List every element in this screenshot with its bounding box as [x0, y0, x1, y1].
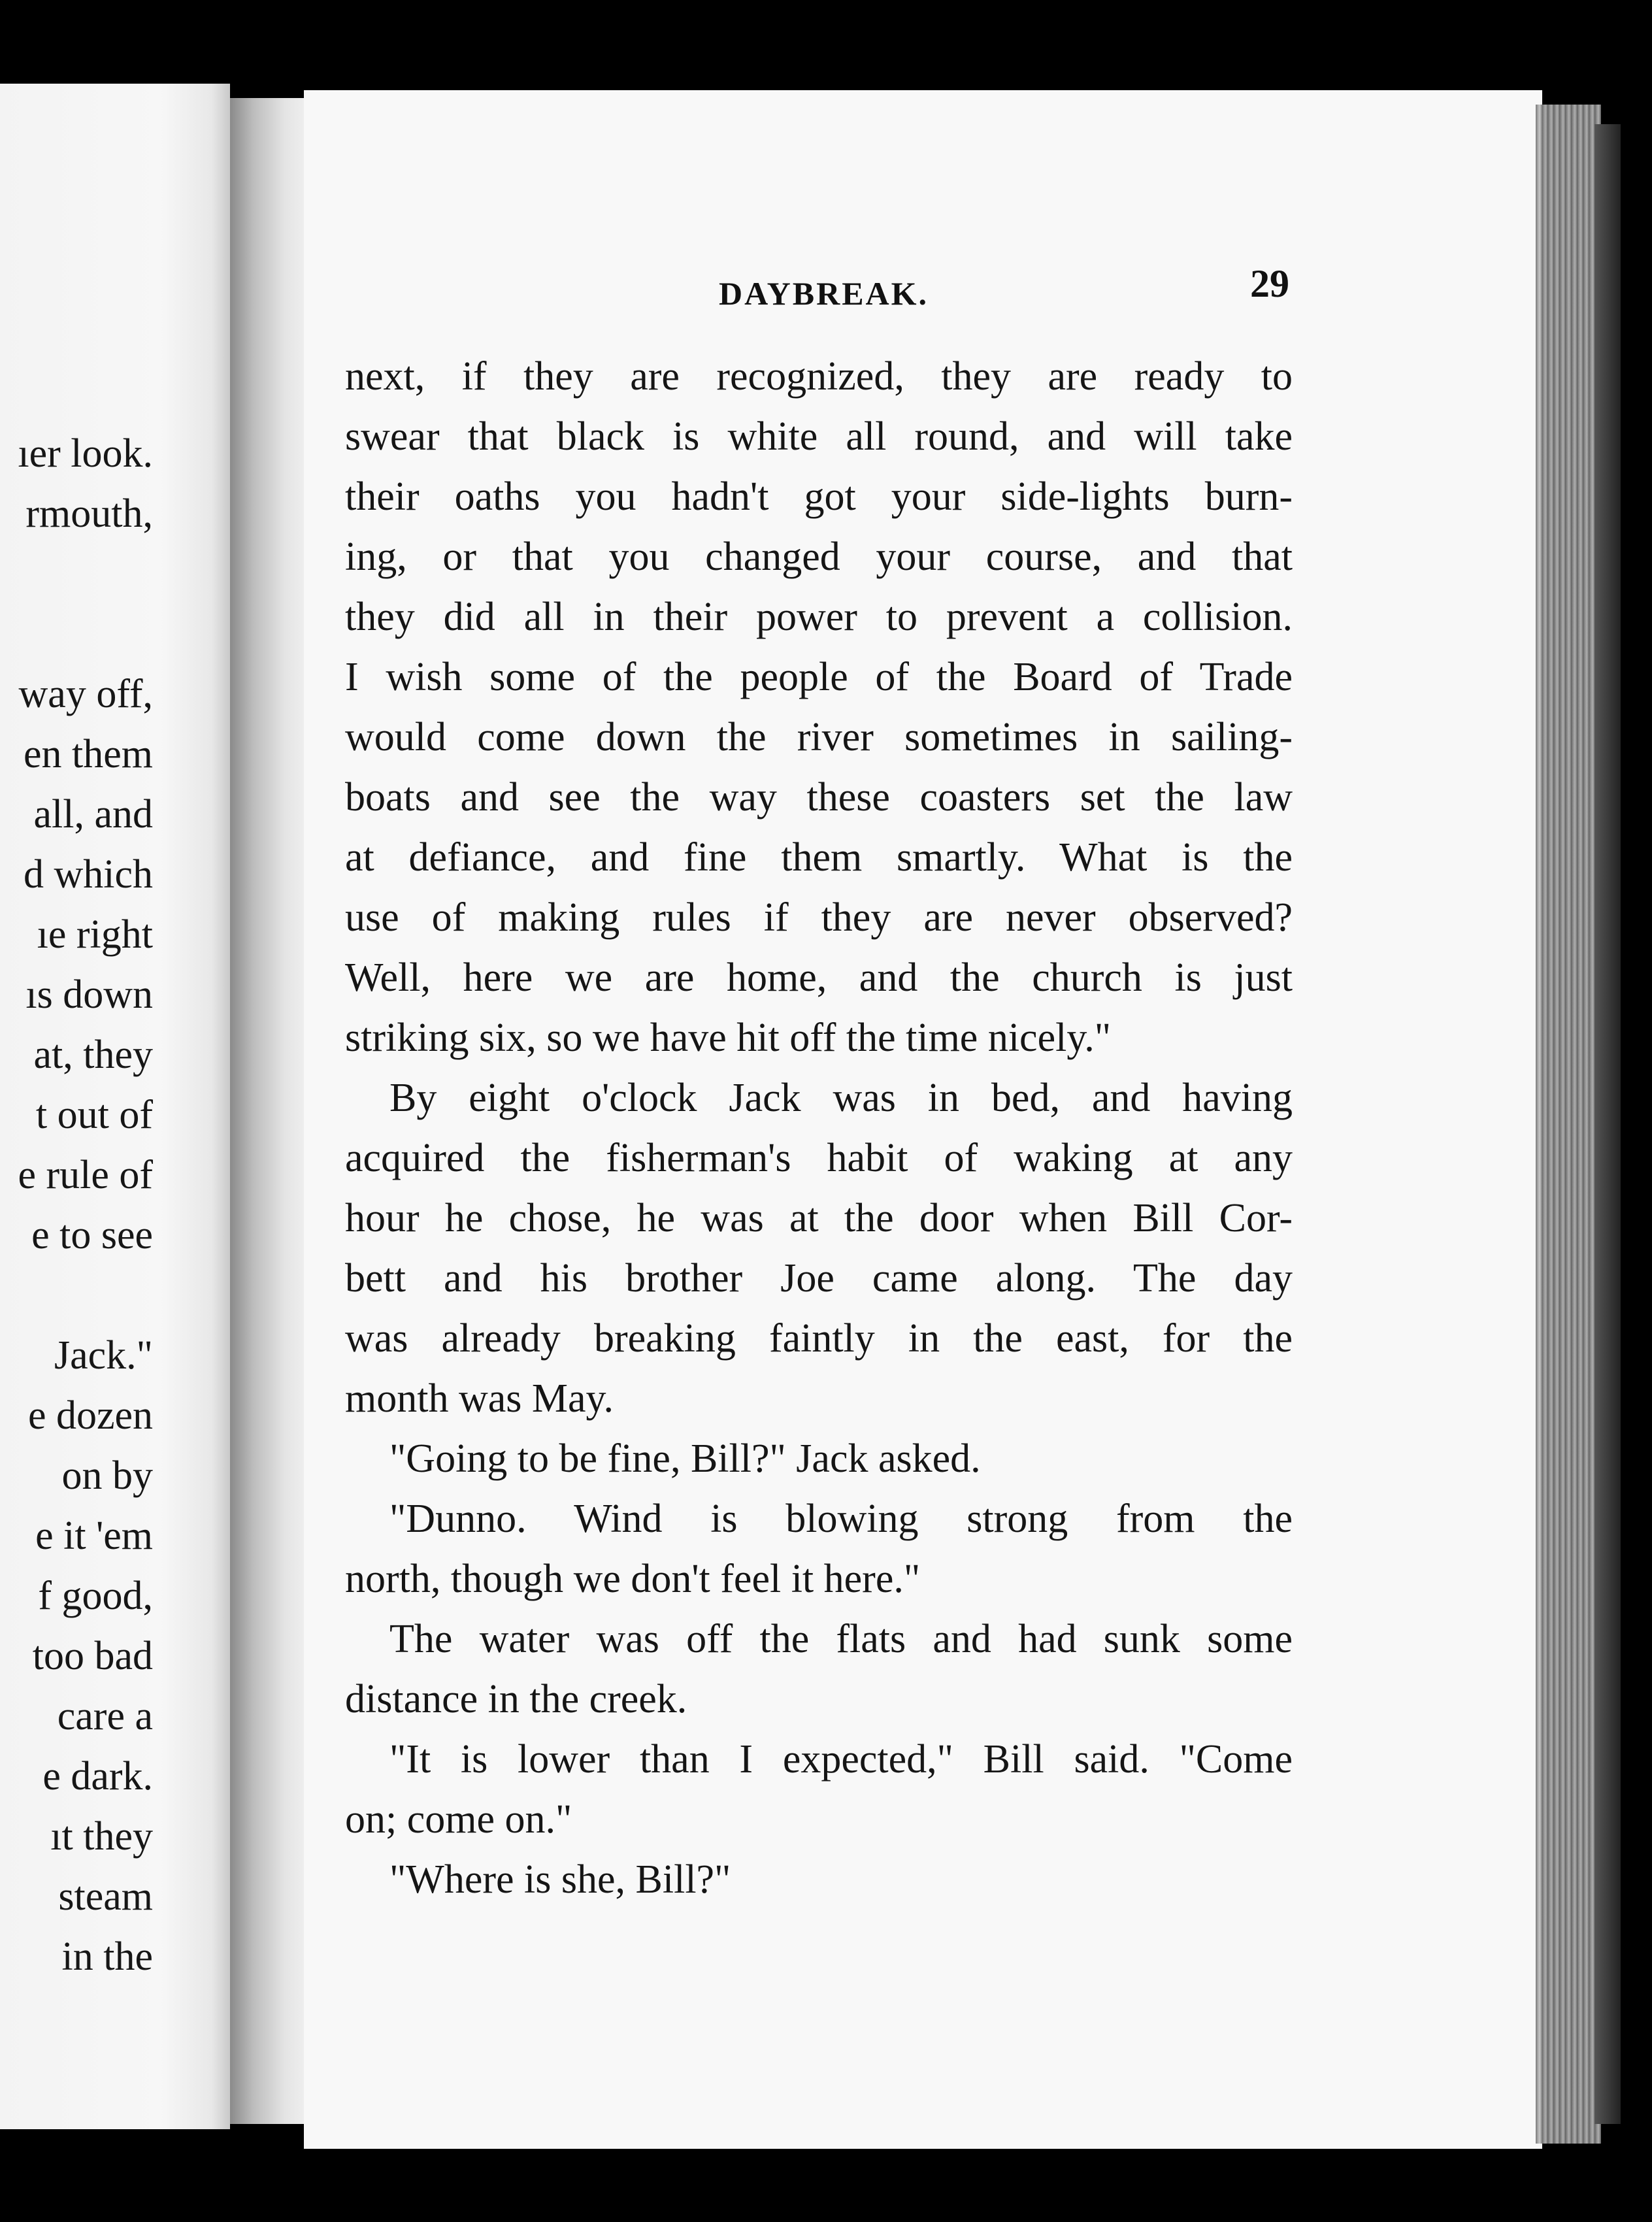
text-line: "Dunno. Wind is blowing strong from the	[389, 1497, 1293, 1541]
left-line: ıs down	[25, 972, 153, 1017]
left-line	[0, 1265, 153, 1325]
left-line: e rule of	[18, 1153, 153, 1197]
left-line: f good,	[38, 1574, 153, 1618]
text-line: distance in the creek.	[345, 1677, 687, 1721]
page-edges	[1536, 105, 1601, 2144]
text-line: hour he chose, he was at the door when Bill Cor-	[345, 1196, 1293, 1240]
page-number: 29	[1250, 262, 1289, 305]
text-line: Well, here we are home, and the church is just	[345, 955, 1293, 1000]
left-page	[0, 84, 230, 2129]
text-line: "Going to be fine, Bill?" Jack asked.	[389, 1436, 981, 1481]
running-title: DAYBREAK.	[719, 275, 929, 312]
text-line: was already breaking faintly in the east, for the	[345, 1316, 1293, 1361]
text-line: "It is lower than I expected," Bill said. "Come	[389, 1737, 1293, 1782]
book-cover-edge	[1594, 124, 1621, 2124]
text-line: north, though we don't feel it here."	[345, 1557, 921, 1601]
left-line: e it 'em	[35, 1514, 153, 1558]
left-line: Jack."	[54, 1333, 153, 1378]
text-line: acquired the fisherman's habit of waking at any	[345, 1136, 1293, 1180]
text-line: next, if they are recognized, they are ready to	[345, 354, 1293, 399]
text-line: would come down the river sometimes in sailing-	[345, 715, 1293, 759]
left-line: too bad	[32, 1634, 153, 1678]
left-line: way off,	[18, 672, 153, 716]
left-line: on by	[61, 1453, 153, 1498]
text-line: on; come on."	[345, 1797, 572, 1842]
left-line: e dozen	[27, 1393, 153, 1438]
text-line: I wish some of the people of the Board of Trade	[345, 655, 1293, 699]
left-line: en them	[24, 732, 153, 776]
left-line: e to see	[31, 1213, 153, 1257]
text-line: use of making rules if they are never observed?	[345, 895, 1293, 940]
text-line: swear that black is white all round, and will take	[345, 414, 1293, 459]
left-line: e dark.	[42, 1754, 153, 1799]
body-text	[345, 346, 1293, 1910]
text-line: The water was off the flats and had sunk some	[389, 1617, 1293, 1661]
left-line: ıe right	[37, 912, 153, 957]
text-line: bett and his brother Joe came along. The day	[345, 1256, 1293, 1301]
left-line: all, and	[33, 792, 153, 837]
text-line: they did all in their power to prevent a collision.	[345, 595, 1293, 639]
text-line: ing, or that you changed your course, and that	[345, 535, 1293, 579]
text-line: month was May.	[345, 1376, 614, 1421]
left-page-text	[0, 423, 153, 1987]
left-line: at, they	[33, 1033, 153, 1077]
left-line	[0, 604, 153, 664]
left-line	[0, 544, 153, 604]
text-line: boats and see the way these coasters set the law	[345, 775, 1293, 820]
left-line: in the	[61, 1934, 153, 1979]
text-line: By eight o'clock Jack was in bed, and having	[389, 1076, 1293, 1120]
text-line: at defiance, and fine them smartly. What is the	[345, 835, 1293, 880]
left-line: steam	[58, 1874, 153, 1919]
text-line: striking six, so we have hit off the time nicely."	[345, 1016, 1112, 1060]
left-line: d which	[23, 852, 153, 897]
left-line: t out of	[35, 1093, 153, 1137]
left-line: care a	[57, 1694, 153, 1738]
left-line: rmouth,	[25, 491, 153, 536]
left-line: ıer look.	[18, 431, 153, 476]
left-line: ıt they	[50, 1814, 153, 1859]
text-line: their oaths you hadn't got your side-lights burn-	[345, 474, 1293, 519]
book-gutter	[230, 98, 308, 2124]
text-line: "Where is she, Bill?"	[389, 1857, 731, 1902]
